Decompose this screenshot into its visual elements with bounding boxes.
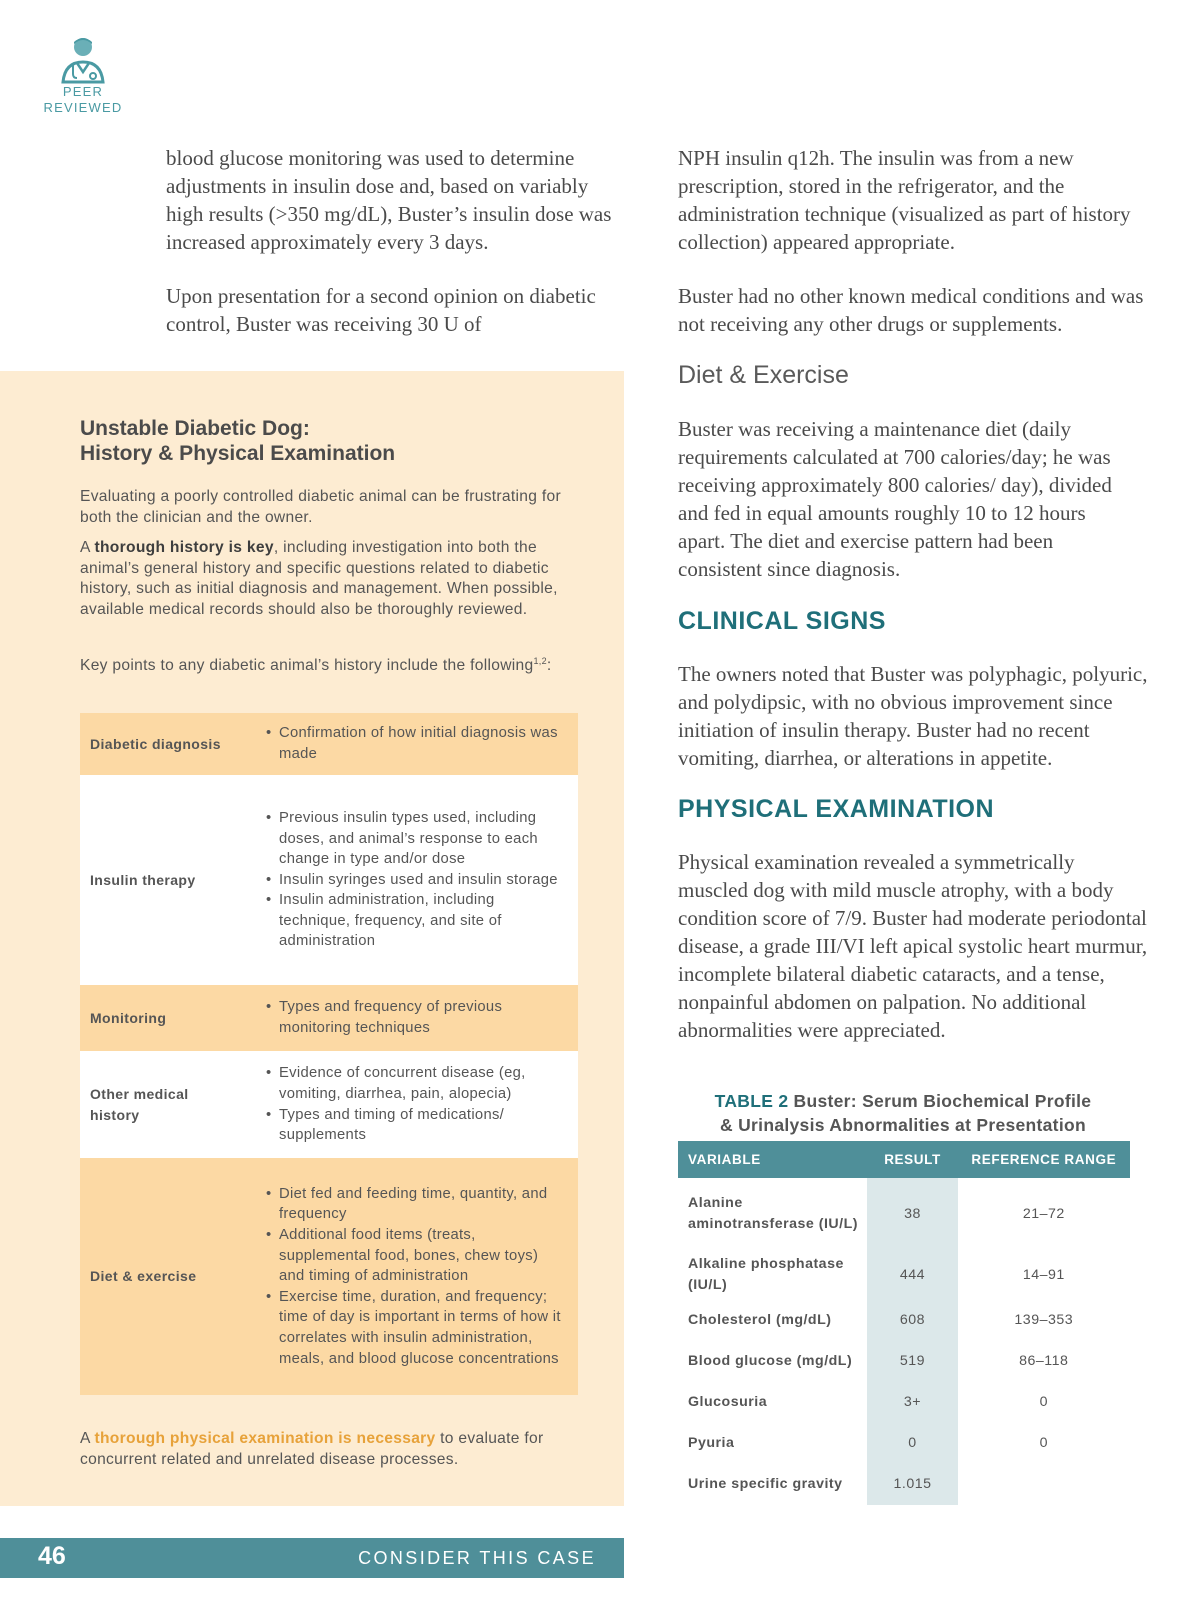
- table-row: [678, 1382, 1130, 1423]
- cell-variable: Alkaline phosphatase (IU/L): [688, 1256, 844, 1293]
- biochem-table: [678, 1141, 1130, 1505]
- section-title: CONSIDER THIS CASE: [358, 1548, 596, 1568]
- right-paragraph-2: Buster had no other known medical conditions and was not receiving any other drugs or supplements.: [678, 284, 1144, 336]
- cell-result: 0: [867, 1423, 957, 1464]
- history-row: [80, 775, 578, 985]
- history-bullet: • Additional food items (treats, supplemental food, bones, chew toys) and timing of administration: [266, 1225, 568, 1287]
- table-row: [678, 1300, 1130, 1341]
- history-bullet: • Insulin syringes used and insulin storage: [266, 870, 568, 891]
- physical-exam-heading: PHYSICAL EXAMINATION: [678, 795, 995, 823]
- history-bullet: • Insulin administration, including technique, frequency, and site of administration: [266, 890, 568, 952]
- left-paragraph-2: Upon presentation for a second opinion on diabetic control, Buster was receiving 30 U of: [166, 284, 596, 336]
- sidebar-footnote: [80, 1429, 580, 1470]
- sidebar-p3-end: :: [546, 657, 552, 675]
- history-key-emphasis: thorough history is key: [94, 539, 274, 556]
- history-bullet: • Evidence of concurrent disease (eg, vomiting, diarrhea, pain, alopecia): [266, 1063, 568, 1104]
- sidebar-paragraph-3: [80, 651, 570, 677]
- history-row-label: Diabetic diagnosis: [90, 735, 221, 752]
- history-table: [80, 713, 578, 1395]
- sidebar-title-line-1: Unstable Diabetic Dog:: [80, 417, 310, 440]
- cell-variable: Blood glucose (mg/dL): [688, 1353, 853, 1370]
- page-number: 46: [38, 1542, 66, 1570]
- exam-necessary-emphasis: thorough physical examination is necessary: [94, 1430, 436, 1447]
- badge-line-2: REVIEWED: [43, 100, 123, 115]
- sidebar-p2-rest: , including investigation into both the animal’s general history and specific questions related to diabetic history, such as initial diagnosis and management. When possible, available medical records should also be thoroughly reviewed.: [80, 539, 558, 618]
- cell-result: 3+: [867, 1382, 957, 1423]
- cell-result: 519: [867, 1341, 957, 1382]
- table-row: [678, 1178, 1130, 1250]
- sidebar-title: [80, 416, 600, 466]
- table-row: [678, 1250, 1130, 1300]
- cell-range: 0: [1039, 1435, 1048, 1452]
- table2-label: TABLE 2: [714, 1091, 789, 1111]
- cell-variable: Pyuria: [688, 1435, 735, 1452]
- history-bullet: • Previous insulin types used, including doses, and animal’s response to each change in type and/or dose: [266, 808, 568, 870]
- history-bullet: • Types and frequency of previous monitoring techniques: [266, 997, 568, 1038]
- cell-range: 139–353: [1014, 1312, 1074, 1329]
- history-row-label: Insulin therapy: [90, 871, 196, 888]
- left-paragraph-1: blood glucose monitoring was used to determine adjustments in insulin dose and, based on variably high results (>350 mg/dL), Buster’s insulin dose was increased approximately every 3 days.: [166, 146, 612, 254]
- cell-variable: Cholesterol (mg/dL): [688, 1312, 832, 1329]
- history-row-label: Diet & exercise: [90, 1268, 197, 1285]
- sidebar-title-line-2: History & Physical Examination: [80, 442, 396, 465]
- sidebar-foot-start: A: [80, 1430, 95, 1447]
- sidebar-foot-rest: to evaluate for concurrent related and unrelated disease processes.: [80, 1430, 544, 1468]
- col-header-range: REFERENCE RANGE: [958, 1141, 1130, 1178]
- history-row-label: Monitoring: [90, 1009, 167, 1026]
- right-paragraph-1: NPH insulin q12h. The insulin was from a new prescription, stored in the refrigerator, and the administration technique (visualized as part of history collection) appeared appropriate.: [678, 146, 1131, 254]
- badge-line-1: PEER: [62, 84, 104, 99]
- sidebar-p3-text: Key points to any diabetic animal’s history include the following: [80, 657, 534, 675]
- history-row: [80, 713, 578, 775]
- sidebar-p2-start: A: [80, 539, 95, 556]
- peer-reviewed-badge: [40, 34, 126, 116]
- col-header-result: RESULT: [867, 1141, 957, 1178]
- table-header-row: [678, 1141, 1130, 1178]
- clinical-signs-heading: CLINICAL SIGNS: [678, 607, 886, 635]
- cell-range: 14–91: [1022, 1266, 1065, 1283]
- cell-range: [958, 1464, 1130, 1505]
- cell-result: 608: [867, 1300, 957, 1341]
- table-row: [678, 1423, 1130, 1464]
- cell-result: 38: [867, 1178, 957, 1250]
- col-header-variable: VARIABLE: [678, 1141, 867, 1178]
- table2-title: [678, 1089, 1128, 1137]
- cell-variable: Glucosuria: [688, 1394, 768, 1411]
- history-bullet: • Confirmation of how initial diagnosis was made: [266, 723, 568, 764]
- history-row: [80, 1051, 578, 1158]
- sidebar-paragraph-1: Evaluating a poorly controlled diabetic animal can be frustrating for both the clinician and the owner.: [80, 488, 561, 526]
- clinical-signs-paragraph: The owners noted that Buster was polyphagic, polyuric, and polydipsic, with no obvious improvement since initiation of insulin therapy. Buster had no recent vomiting, diarrhea, or alterations in appetite.: [678, 662, 1148, 770]
- table2-title-line-2: & Urinalysis Abnormalities at Presentation: [720, 1115, 1086, 1135]
- diet-paragraph: Buster was receiving a maintenance diet (daily requirements calculated at 700 calories/day; he was receiving approximately 800 calories/ day), divided and fed in equal amounts roughly 10 to 12 hours apart. The diet and exercise pattern had been consistent since diagnosis.: [678, 417, 1112, 581]
- history-bullet: • Exercise time, duration, and frequency; time of day is important in terms of how it correlates with insulin administration, meals, and blood glucose concentrations: [266, 1287, 568, 1369]
- reviewer-icon: [59, 34, 107, 84]
- diet-exercise-heading: Diet & Exercise: [678, 361, 849, 389]
- cell-range: 21–72: [1022, 1205, 1065, 1222]
- cell-variable: Urine specific gravity: [688, 1476, 843, 1493]
- history-bullet: • Types and timing of medications/ supplements: [266, 1105, 568, 1146]
- history-row: [80, 1158, 578, 1395]
- cell-result: 444: [867, 1250, 957, 1300]
- table-row: [678, 1341, 1130, 1382]
- cell-result: 1.015: [867, 1464, 957, 1505]
- history-bullet: • Diet fed and feeding time, quantity, and frequency: [266, 1184, 568, 1225]
- physical-exam-paragraph: Physical examination revealed a symmetrically muscled dog with mild muscle atrophy, with a body condition score of 7/9. Buster had moderate periodontal disease, a grade III/VI left apical systolic heart murmur, incomplete bilateral diabetic cataracts, and a tense, nonpainful abdomen on palpation. No additional abnormalities were appreciated.: [678, 850, 1148, 1042]
- cell-range: 86–118: [1019, 1353, 1069, 1370]
- page-footer: [0, 1538, 624, 1578]
- cell-range: 0: [1039, 1394, 1048, 1411]
- sidebar-paragraph-2: [80, 538, 570, 620]
- citation-superscript: 1,2: [533, 656, 547, 666]
- table2-title-line-1: Buster: Serum Biochemical Profile: [788, 1091, 1092, 1111]
- history-row-label: Other medical history: [90, 1085, 189, 1123]
- cell-variable: Alanine aminotransferase (IU/L): [688, 1195, 858, 1232]
- history-row: [80, 985, 578, 1051]
- table-row: [678, 1464, 1130, 1505]
